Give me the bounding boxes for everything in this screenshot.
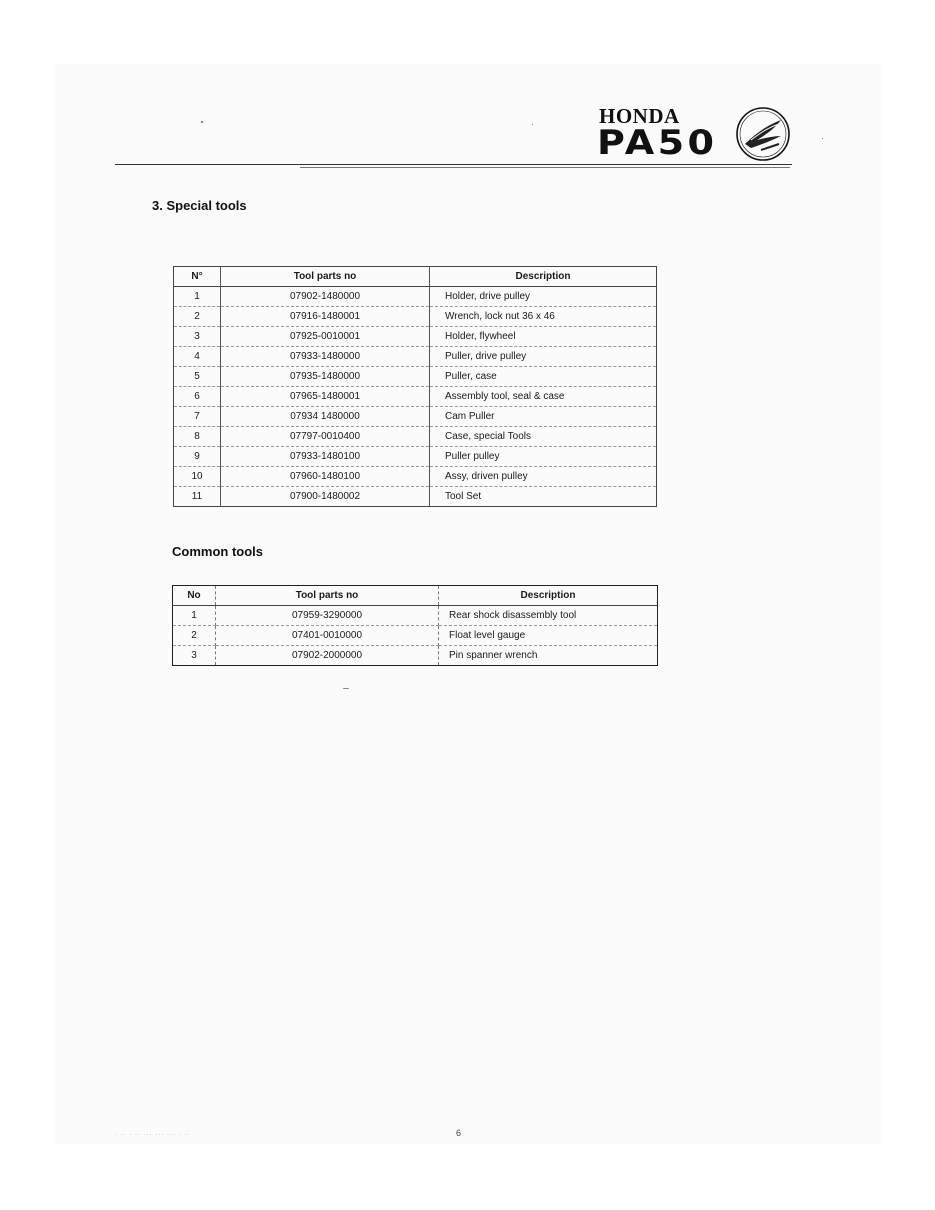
honda-wing-icon xyxy=(735,106,791,162)
cell-no: 7 xyxy=(174,407,221,427)
scan-speck xyxy=(343,688,349,689)
special-tools-heading: 3. Special tools xyxy=(152,198,247,213)
table-row xyxy=(174,327,657,347)
table-row xyxy=(173,646,658,666)
cell-part: 07965-1480001 xyxy=(221,387,430,407)
cell-desc: Assembly tool, seal & case xyxy=(430,387,657,407)
header-no: N° xyxy=(174,267,221,287)
brand-maker: HONDA xyxy=(599,104,680,128)
header-desc: Description xyxy=(430,267,657,287)
cell-no: 6 xyxy=(174,387,221,407)
table-row xyxy=(174,427,657,447)
cell-desc: Holder, flywheel xyxy=(430,327,657,347)
cell-desc: Cam Puller xyxy=(430,407,657,427)
cell-part: 07960-1480100 xyxy=(221,467,430,487)
scan-speck xyxy=(532,124,533,125)
cell-part: 07797-0010400 xyxy=(221,427,430,447)
cell-desc: Case, special Tools xyxy=(430,427,657,447)
footer-print-code: · ·· · ·· ··· ··· ··· · ·· xyxy=(115,1132,191,1138)
table-row xyxy=(174,467,657,487)
table-row xyxy=(173,626,658,646)
table-row xyxy=(174,487,657,507)
cell-no: 1 xyxy=(174,287,221,307)
cell-part: 07933-1480000 xyxy=(221,347,430,367)
header-no: No xyxy=(173,586,216,606)
table-row xyxy=(174,387,657,407)
cell-part: 07900-1480002 xyxy=(221,487,430,507)
cell-part: 07933-1480100 xyxy=(221,447,430,467)
table-header-row xyxy=(173,586,658,606)
cell-desc: Rear shock disassembly tool xyxy=(439,606,658,626)
table-row xyxy=(173,606,658,626)
cell-desc: Tool Set xyxy=(445,491,482,502)
cell-desc: Puller pulley xyxy=(430,447,657,467)
brand-header xyxy=(597,103,797,165)
cell-part: 07401-0010000 xyxy=(216,626,439,646)
cell-no: 1 xyxy=(173,606,216,626)
header-part: Tool parts no xyxy=(221,267,430,287)
scan-speck xyxy=(822,138,823,139)
cell-desc: Float level gauge xyxy=(439,626,658,646)
cell-no: 10 xyxy=(174,467,221,487)
header-rule-secondary xyxy=(300,167,790,168)
cell-desc: Puller, case xyxy=(430,367,657,387)
special-tools-table xyxy=(173,266,657,507)
cell-desc: Assy, driven pulley xyxy=(430,467,657,487)
page-number: 6 xyxy=(456,1128,462,1138)
table-row xyxy=(174,287,657,307)
cell-no: 2 xyxy=(173,626,216,646)
cell-no: 3 xyxy=(174,327,221,347)
cell-no: 3 xyxy=(173,646,216,666)
table-row xyxy=(174,367,657,387)
common-tools-table xyxy=(172,585,658,666)
table-header-row xyxy=(174,267,657,287)
scan-speck xyxy=(201,121,203,123)
cell-part: 07959-3290000 xyxy=(216,606,439,626)
cell-part: 07902-1480000 xyxy=(221,287,430,307)
cell-part: 07902-2000000 xyxy=(216,646,439,666)
table-row xyxy=(174,347,657,367)
header-part: Tool parts no xyxy=(216,586,439,606)
cell-part: 07934 1480000 xyxy=(221,407,430,427)
cell-part: 07916-1480001 xyxy=(221,307,430,327)
cell-no: 5 xyxy=(174,367,221,387)
header-desc: Description xyxy=(439,586,658,606)
cell-desc: Puller, drive pulley xyxy=(430,347,657,367)
cell-no: 8 xyxy=(174,427,221,447)
cell-part: 07925-0010001 xyxy=(221,327,430,347)
cell-no: 9 xyxy=(174,447,221,467)
cell-desc: Pin spanner wrench xyxy=(449,650,538,661)
cell-no: 11 xyxy=(174,487,221,507)
table-row xyxy=(174,307,657,327)
header-rule xyxy=(115,164,792,165)
table-row xyxy=(174,407,657,427)
table-row xyxy=(174,447,657,467)
cell-no: 4 xyxy=(174,347,221,367)
cell-no: 2 xyxy=(174,307,221,327)
brand-model: PA50 xyxy=(597,123,718,163)
cell-desc: Holder, drive pulley xyxy=(430,287,657,307)
common-tools-heading: Common tools xyxy=(172,544,263,559)
cell-part: 07935-1480000 xyxy=(221,367,430,387)
cell-desc: Wrench, lock nut 36 x 46 xyxy=(430,307,657,327)
